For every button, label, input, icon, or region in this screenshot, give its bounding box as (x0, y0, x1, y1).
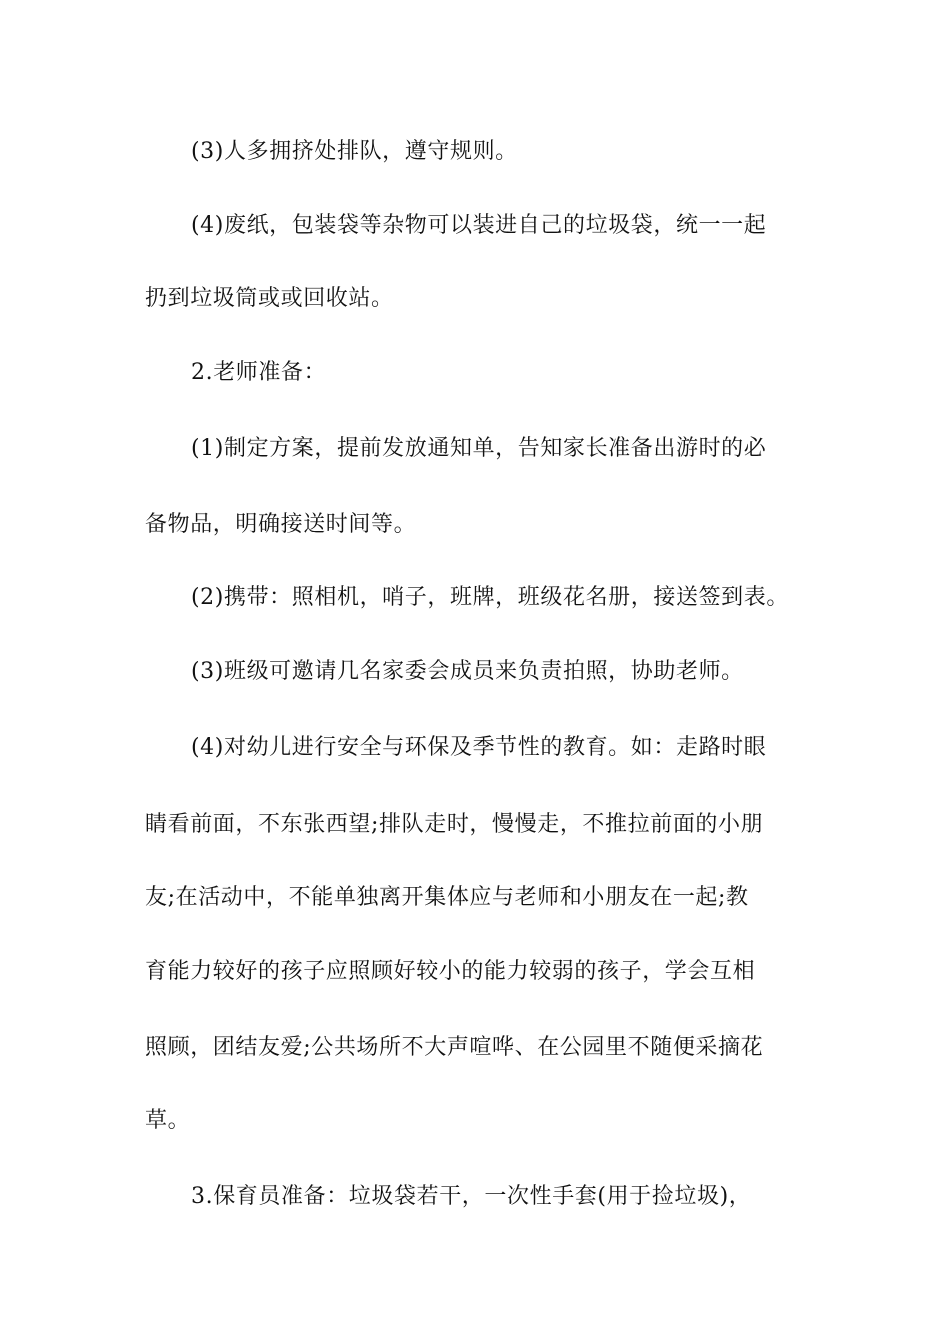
section-heading: 2.老师准备： (191, 360, 327, 385)
text-line: (1)制定方案，提前发放通知单，告知家长准备出游时的必 (191, 436, 767, 461)
text-line: (2)携带：照相机，哨子，班牌，班级花名册，接送签到表。 (191, 585, 789, 610)
text-line: 扔到垃圾筒或或回收站。 (145, 286, 394, 311)
text-line: (3)人多拥挤处排队，遵守规则。 (191, 139, 518, 164)
text-line: (4)废纸，包装袋等杂物可以装进自己的垃圾袋，统一一起 (191, 213, 767, 238)
text-line: 照顾，团结友爱;公共场所不大声喧哗、在公园里不随便采摘花 (145, 1035, 764, 1060)
section-heading: 3.保育员准备：垃圾袋若干，一次性手套(用于捡垃圾)， (191, 1184, 752, 1209)
text-line: 育能力较好的孩子应照顾好较小的能力较弱的孩子，学会互相 (145, 959, 756, 984)
text-line: 备物品，明确接送时间等。 (145, 512, 417, 537)
text-line: 友;在活动中，不能单独离开集体应与老师和小朋友在一起;教 (145, 885, 749, 910)
text-line: (3)班级可邀请几名家委会成员来负责拍照，协助老师。 (191, 659, 744, 684)
text-line: (4)对幼儿进行安全与环保及季节性的教育。如：走路时眼 (191, 735, 767, 760)
text-line: 睛看前面，不东张西望;排队走时，慢慢走，不推拉前面的小朋 (145, 812, 764, 837)
text-line: 草。 (145, 1108, 191, 1133)
